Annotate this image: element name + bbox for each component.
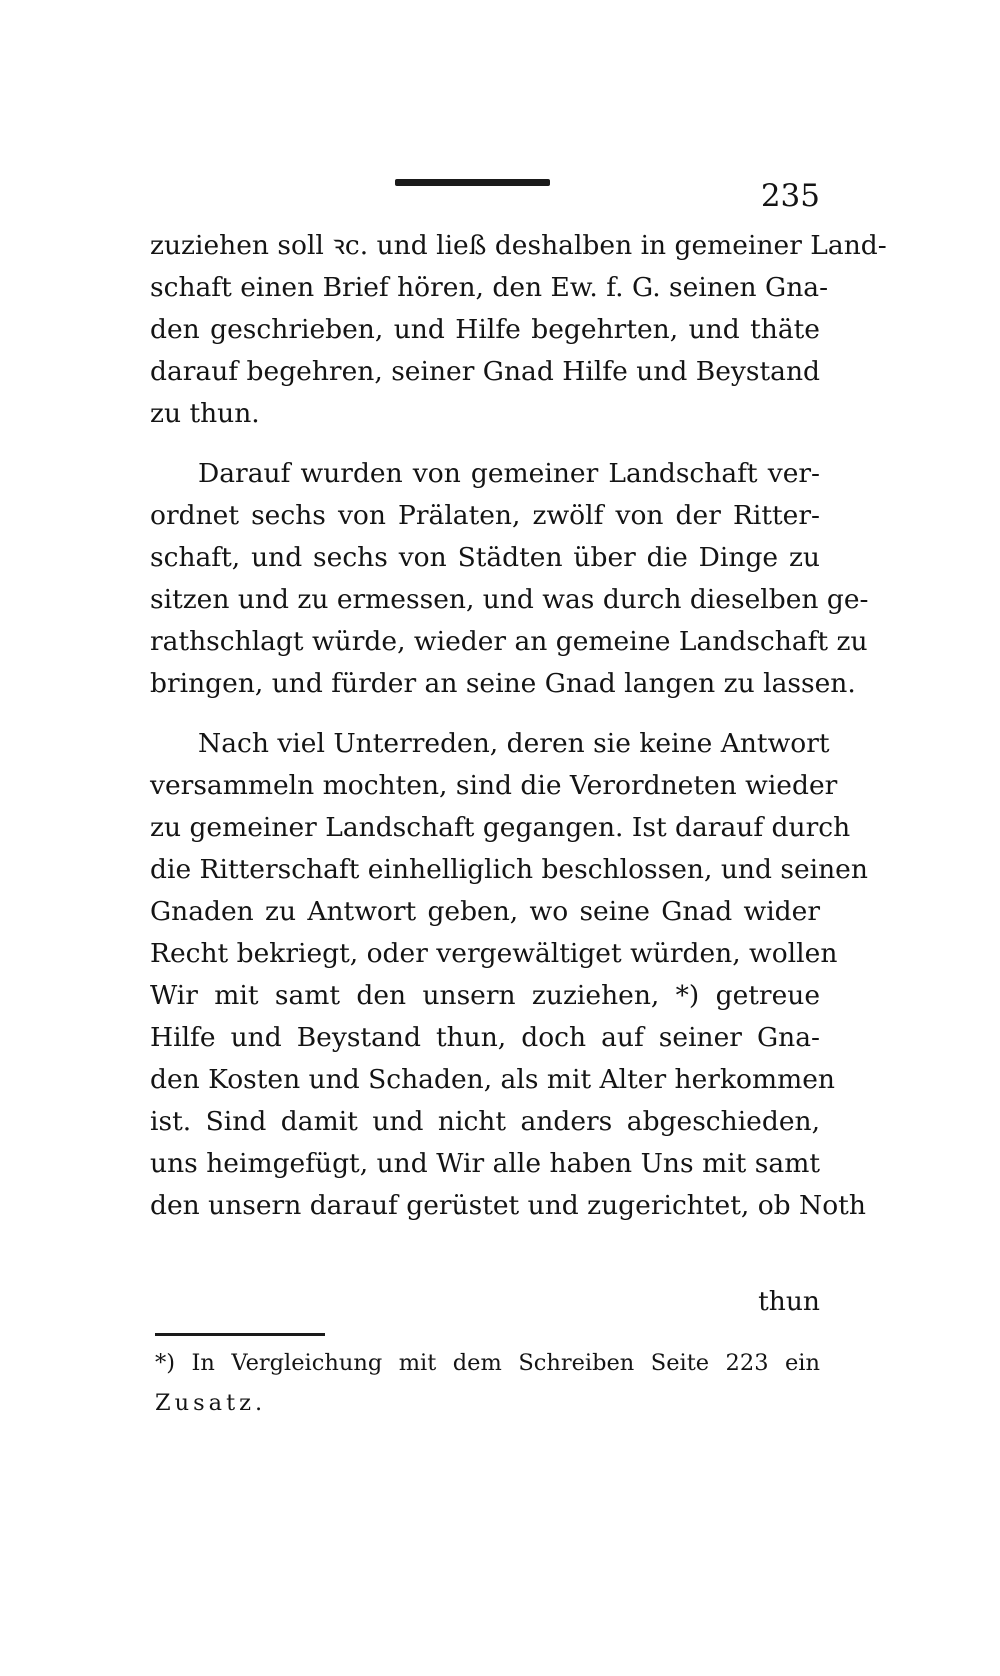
text-line: Hilfe und Beystand thun, doch auf seiner Gna- (150, 1022, 820, 1053)
text-line: schaft einen Brief hören, den Ew. f. G. seinen Gna- (150, 272, 829, 303)
text-line: darauf begehren, seiner Gnad Hilfe und Beystand (150, 356, 820, 387)
text-line: zu gemeiner Landschaft gegangen. Ist darauf durch (150, 812, 851, 843)
text-line: den unsern darauf gerüstet und zugerichtet, ob Noth (150, 1190, 866, 1221)
footnote-line: Zusatz. (155, 1390, 267, 1416)
text-line: zu thun. (150, 398, 260, 429)
text-line: rathschlagt würde, wieder an gemeine Landschaft zu (150, 626, 868, 657)
footnote-line: *) In Vergleichung mit dem Schreiben Seite 223 ein (155, 1350, 820, 1376)
text-line: versammeln mochten, sind die Verordneten wieder (150, 770, 838, 801)
footnote-rule (155, 1333, 325, 1336)
text-line: ist. Sind damit und nicht anders abgeschieden, (150, 1106, 820, 1137)
text-line: Darauf wurden von gemeiner Landschaft ver- (198, 458, 820, 489)
text-line: den geschrieben, und Hilfe begehrten, und thäte (150, 314, 820, 345)
text-line: Gnaden zu Antwort geben, wo seine Gnad wider (150, 896, 820, 927)
text-line: sitzen und zu ermessen, und was durch dieselben ge- (150, 584, 869, 615)
text-line: Nach viel Unterreden, deren sie keine Antwort (198, 728, 830, 759)
text-line: schaft, und sechs von Städten über die Dinge zu (150, 542, 820, 573)
page-number: 235 (760, 178, 820, 214)
text-line: die Ritterschaft einhelliglich beschlossen, und seinen (150, 854, 868, 885)
text-line: uns heimgefügt, und Wir alle haben Uns mit samt (150, 1148, 820, 1179)
catchword: thun (758, 1286, 820, 1317)
text-line: den Kosten und Schaden, als mit Alter herkommen (150, 1064, 835, 1095)
text-line: Wir mit samt den unsern zuziehen, *) getreue (150, 980, 820, 1011)
text-line: ordnet sechs von Prälaten, zwölf von der Ritter- (150, 500, 820, 531)
header-rule (395, 179, 550, 186)
text-line: zuziehen soll ꝛc. und ließ deshalben in gemeiner Land- (150, 230, 887, 261)
text-line: Recht bekriegt, oder vergewältiget würden, wollen (150, 938, 838, 969)
text-line: bringen, und fürder an seine Gnad langen zu lassen. (150, 668, 856, 699)
